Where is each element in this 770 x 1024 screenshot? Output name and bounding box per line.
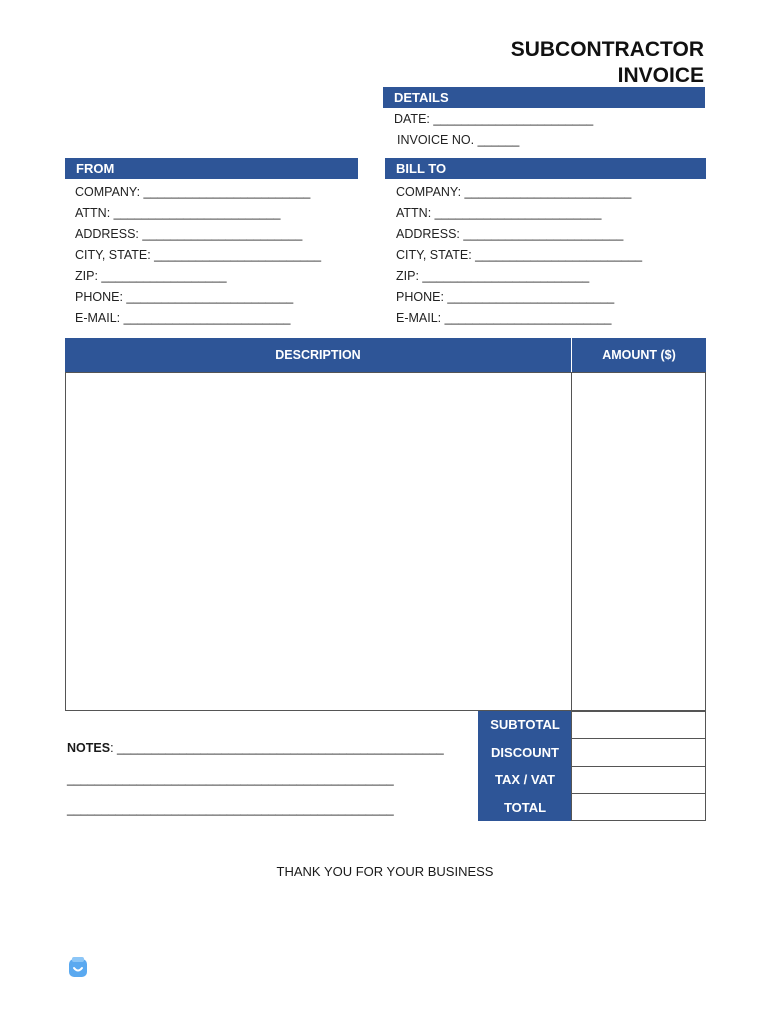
from-attn-field[interactable]: ATTN: ________________________	[75, 206, 281, 220]
thank-you-message: THANK YOU FOR YOUR BUSINESS	[276, 864, 494, 879]
notes-line-2[interactable]: _______________________________________________	[67, 772, 394, 786]
from-city-state-field[interactable]: CITY, STATE: ________________________	[75, 248, 322, 262]
notes-line-3[interactable]: _______________________________________________	[67, 802, 394, 816]
discount-value[interactable]	[571, 738, 706, 767]
bill-to-phone-field[interactable]: PHONE: ________________________	[396, 290, 615, 304]
items-table	[65, 338, 706, 711]
from-address-field[interactable]: ADDRESS: _______________________	[75, 227, 303, 241]
from-zip-field[interactable]: ZIP: __________________	[75, 269, 227, 283]
subtotal-label: SUBTOTAL	[478, 711, 572, 739]
bill-to-email-field[interactable]: E-MAIL: ________________________	[396, 311, 612, 325]
description-column-header: DESCRIPTION	[65, 338, 571, 373]
amount-cell[interactable]	[571, 372, 706, 711]
discount-label: DISCOUNT	[478, 739, 572, 767]
bill-to-city-state-field[interactable]: CITY, STATE: ________________________	[396, 248, 643, 262]
amount-column-header: AMOUNT ($)	[572, 338, 706, 373]
tax-vat-label: TAX / VAT	[478, 766, 572, 794]
total-label: TOTAL	[478, 794, 572, 821]
from-email-field[interactable]: E-MAIL: ________________________	[75, 311, 291, 325]
notes-line-1[interactable]	[67, 741, 444, 755]
invoice-title-line1: SUBCONTRACTOR	[510, 38, 704, 61]
description-cell[interactable]	[65, 372, 572, 711]
subtotal-value[interactable]	[571, 711, 706, 739]
bill-to-company-field[interactable]: COMPANY: ________________________	[396, 185, 632, 199]
bill-to-attn-field[interactable]: ATTN: ________________________	[396, 206, 602, 220]
tax-vat-value[interactable]	[571, 766, 706, 794]
app-logo-icon	[68, 956, 88, 978]
from-phone-field[interactable]: PHONE: ________________________	[75, 290, 294, 304]
from-company-field[interactable]: COMPANY: ________________________	[75, 185, 311, 199]
bill-to-header: BILL TO	[385, 158, 706, 179]
invoice-number-field[interactable]: INVOICE NO. ______	[397, 133, 520, 147]
bill-to-address-field[interactable]: ADDRESS: _______________________	[396, 227, 624, 241]
total-value[interactable]	[571, 793, 706, 821]
bill-to-zip-field[interactable]: ZIP: ________________________	[396, 269, 590, 283]
invoice-title-line2: INVOICE	[617, 64, 704, 87]
from-header: FROM	[65, 158, 358, 179]
date-field[interactable]: DATE: _______________________	[394, 112, 594, 126]
notes-label: NOTES	[67, 741, 111, 755]
details-header: DETAILS	[383, 87, 705, 108]
notes-line-1-blank: : _______________________________________________	[110, 741, 444, 755]
